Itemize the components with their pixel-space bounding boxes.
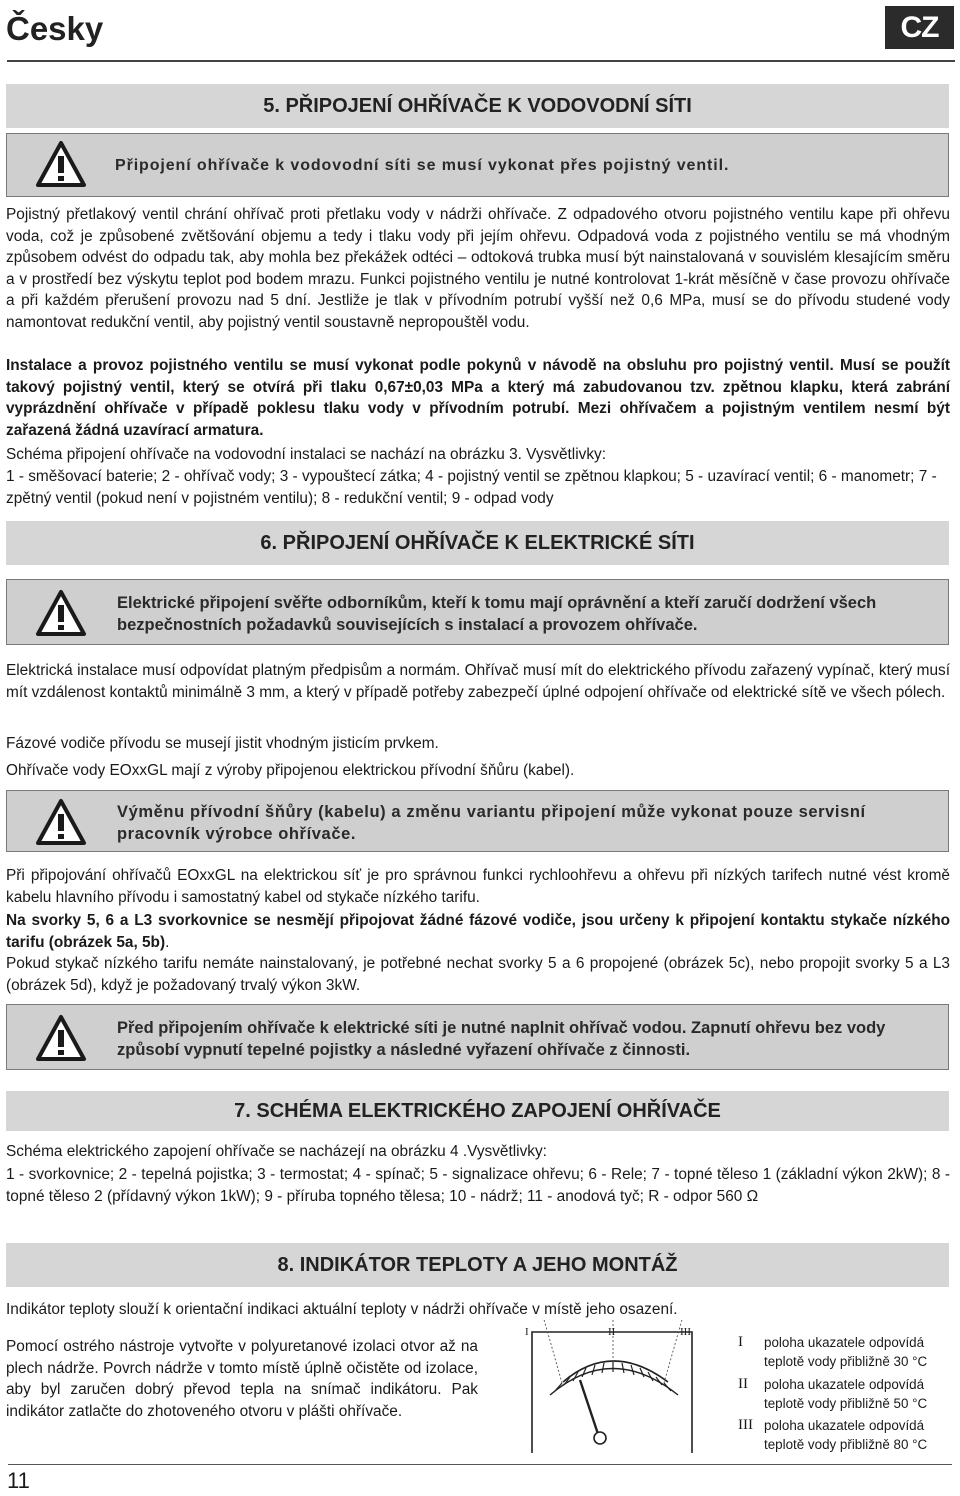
warning-box-electric [6,579,949,645]
text: . [165,933,170,951]
legend-text: poloha ukazatele odpovídá teplotě vody přibližně 50 °C [764,1377,928,1411]
temperature-gauge-diagram [500,1320,725,1466]
bold-text: Na svorky 5, 6 a L3 svorkovnice se nesmějí připojovat žádné fázové vodiče, jsou určeny k připojení kontaktu stykače nízkého tarifu (obrázek 5a, 5b) [6,912,950,951]
legend-num: III [738,1417,753,1433]
warning-icon [35,798,87,846]
language-heading: Česky [6,10,104,47]
paragraph-bold: Instalace a provoz pojistného ventilu se musí vykonat podle pokynů v návodě na obsluhu pro pojistný ventil. Musí se použít takový pojistný ventil, který se otvírá při tlaku 0,67±0,03 MPa a který má zabudovanou tzv. zpětnou klapku, která zabrání vyprázdnění ohřívače v případě poklesu tlaku vody v přívodním potrubí. Mezi ohřívačem a pojistným ventilem nesmí být zařazená žádná uzavírací armatura. [6,357,950,439]
paragraph: Elektrická instalace musí odpovídat platným předpisům a normám. Ohřívač musí mít do elektrického přívodu zařazený vypínač, který musí mít vzdálenost kontaktů minimálně 3 mm, a který v případě potřeby zabezpečí úplné odpojení ohřívače od elektrické sítě ve všech pólech. [6,662,950,701]
language-badge: CZ [885,6,954,49]
gauge-label-3: III [680,1326,691,1338]
paragraph: Fázové vodiče přívodu se musejí jistit vhodným jisticím prvkem. [6,735,439,752]
warning-icon [35,1014,87,1062]
warning-text: Připojení ohřívače k vodovodní síti se musí vykonat přes pojistný ventil. [115,157,730,174]
warning-box-valve [6,133,949,197]
warning-text: Před připojením ohřívače k elektrické síti je nutné naplnit ohřívač vodou. Zapnutí ohřevu bez vody způsobí vypnutí tepelné pojistky a následné vyřazení ohřívače z činnosti. [117,1019,886,1059]
gauge-label-2: II [608,1326,616,1338]
legend-num: II [738,1376,748,1392]
legend-num: I [738,1334,743,1350]
section-5-title: 5. PŘIPOJENÍ OHŘÍVAČE K VODOVODNÍ SÍTI [6,84,949,128]
paragraph: Pomocí ostrého nástroje vytvořte v polyuretanové izolaci otvor až na plech nádrže. Povrch nádrže v tomto místě úplně očistěte od izolace, aby byl zaručen dobrý převod tepla na snímač indikátoru. Pak indikátor zatlačte do zhotoveného otvoru v plášti ohřívače. [6,1338,478,1420]
paragraph-bold [6,910,950,953]
warning-box-fill [6,1004,949,1070]
paragraph: Pojistný přetlakový ventil chrání ohřívač proti přetlaku vody v nádrži ohřívače. Z odpadového otvoru pojistného ventilu kape při ohřevu voda, což je způsobené zvětšování objemu a tedy i tlaku vody při jejím ohřevu. Odpadová voda z pojistného ventilu se má vhodným způsobem odvést do odpadu tak, aby mohla bez překážek odtéci – odtoková trubka musí být nainstalovaná v souvislém klesajícím směru a v prostředí bez výskytu teplot pod bodem mrazu. Funkci pojistného ventilu je nutné kontrolovat 1-krát měsíčně v čase provozu ohřívače a při každém přerušení provozu nad 5 dní. Jestliže je tlak v přívodním potrubí vyšší než 0,6 MPa, musí se do přívodu studené vody namontovat redukční ventil, aby pojistný ventil soustavně nepropouštěl vodu. [6,206,950,331]
warning-text: Výměnu přívodní šňůry (kabelu) a změnu variantu připojení může vykonat pouze servisní pracovník výrobce ohřívače. [117,803,866,843]
gauge-label-1: I [525,1326,529,1338]
paragraph: Při připojování ohřívačů EOxxGL na elektrickou síť je pro správnou funkci rychloohřevu a ohřevu při nízkých tarifech nutné vést kromě kabelu hlavního přívodu i samostatný kabel od stykače nízkého tarifu. [6,867,950,906]
legend-list: 1 - směšovací baterie; 2 - ohřívač vody; 3 - vypouštecí zátka; 4 - pojistný ventil se zpětnou klapkou; 5 - uzavírací ventil; 6 - manometr; 7 - zpětný ventil (pokud není v pojistném ventilu); 8 - redukční ventil; 9 - odpad vody [6,468,937,507]
section-8-title: 8. INDIKÁTOR TEPLOTY A JEHO MONTÁŽ [6,1243,949,1287]
section-7-title: 7. SCHÉMA ELEKTRICKÉHO ZAPOJENÍ OHŘÍVAČE [6,1091,949,1131]
paragraph: Schéma připojení ohřívače na vodovodní instalaci se nachází na obrázku 3. Vysvětlivky: [6,446,606,463]
section-6-title: 6. PŘIPOJENÍ OHŘÍVAČE K ELEKTRICKÉ SÍTI [6,521,949,565]
warning-box-cable [6,790,949,852]
paragraph: Ohřívače vody EOxxGL mají z výroby připojenou elektrickou přívodní šňůru (kabel). [6,762,575,779]
warning-icon [35,589,87,637]
warning-icon [35,140,87,188]
footer-rule [8,1464,952,1465]
legend-text: poloha ukazatele odpovídá teplotě vody přibližně 80 °C [764,1418,928,1452]
paragraph: Schéma elektrického zapojení ohřívače se nacházejí na obrázku 4 .Vysvětlivky: [6,1143,547,1160]
page-number: 11 [7,1468,30,1493]
legend-text: poloha ukazatele odpovídá teplotě vody přibližně 30 °C [764,1335,928,1369]
warning-text: Elektrické připojení svěřte odborníkům, kteří k tomu mají oprávnění a kteří zaručí dodržení všech bezpečnostních požadavků souvisejících s instalací a provozem ohřívače. [117,594,877,634]
paragraph: Pokud stykač nízkého tarifu nemáte nainstalovaný, je potřebné nechat svorky 5 a 6 propojené (obrázek 5c), nebo propojit svorky 5 a L3 (obrázek 5d), když je požadovaný trvalý výkon 3kW. [6,955,950,994]
header-rule [7,60,955,62]
paragraph: Indikátor teploty slouží k orientační indikaci aktuální teploty v nádrži ohřívače v místě jeho osazení. [6,1301,678,1318]
legend-list: 1 - svorkovnice; 2 - tepelná pojistka; 3 - termostat; 4 - spínač; 5 - signalizace ohřevu; 6 - Rele; 7 - topné těleso 1 (základní výkon 2kW); 8 - topné těleso 2 (přídavný výkon 1kW); 9 - příruba topného tělesa; 10 - nádrž; 11 - anodová tyč; R - odpor 560 Ω [6,1166,950,1205]
